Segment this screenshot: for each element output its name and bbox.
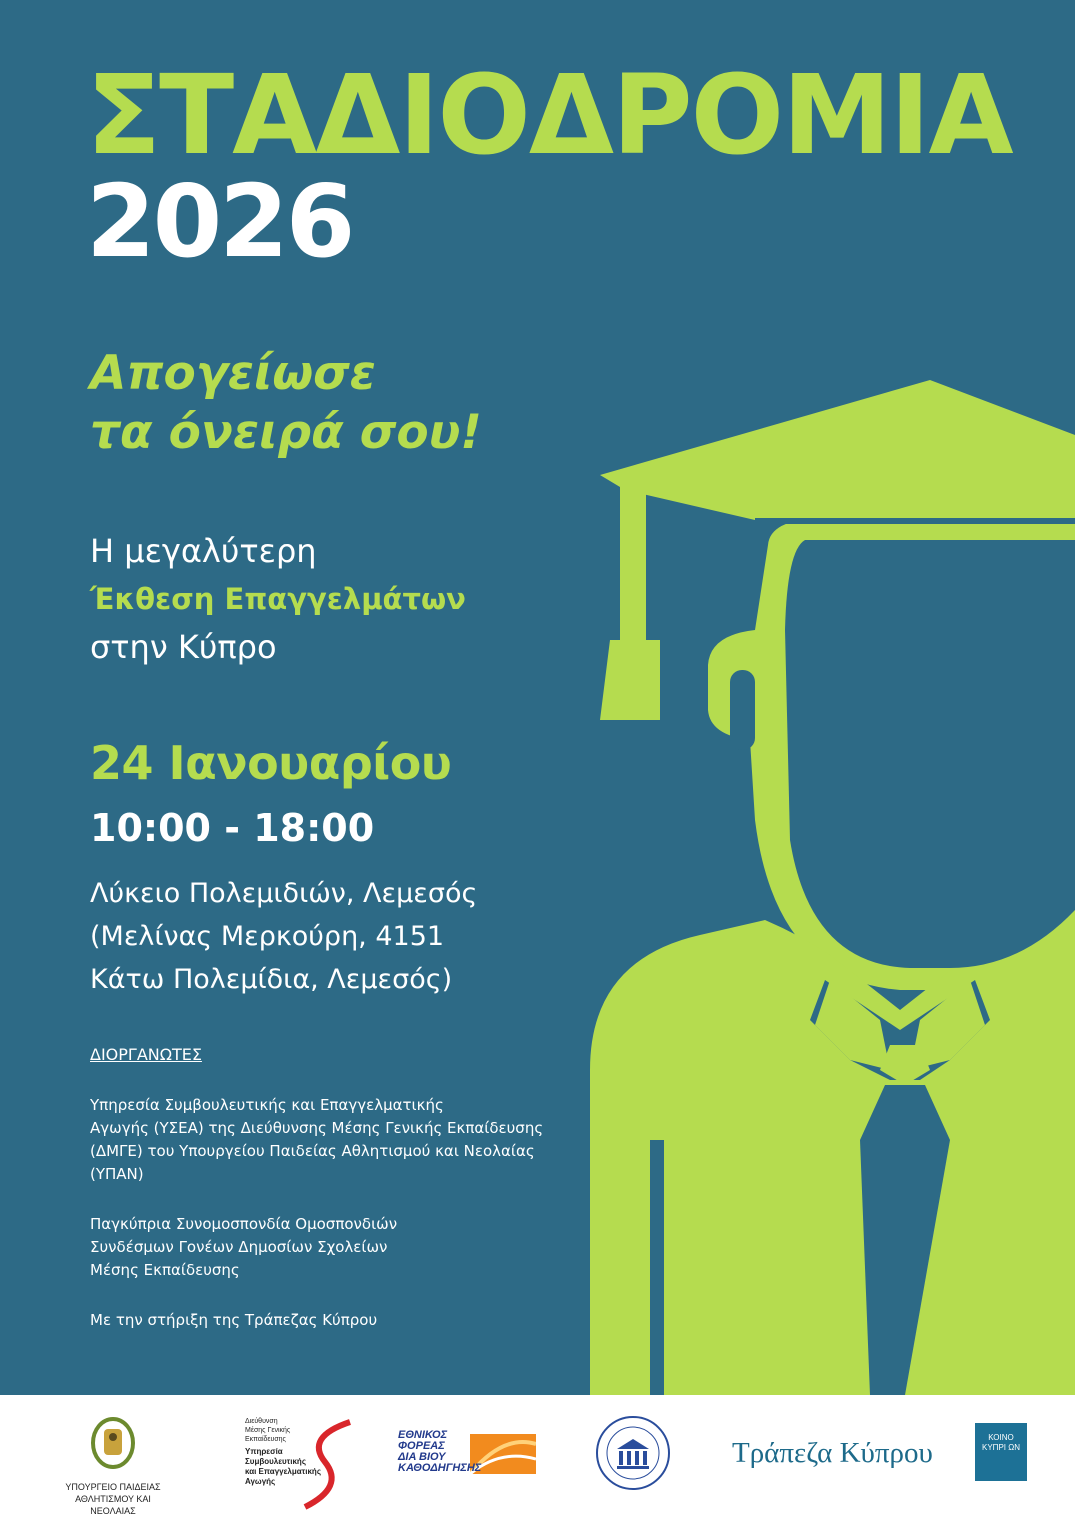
cyprus-emblem-icon	[52, 1415, 174, 1471]
efdvk-line-1: ΕΘΝΙΚΟΣ	[398, 1429, 448, 1441]
bank-of-cyprus-name: Τράπεζα Κύπρου	[732, 1437, 933, 1469]
event-time: 10:00 - 18:00	[90, 806, 375, 850]
org1-line-2: Αγωγής (ΥΣΕΑ) της Διεύθυνσης Μέσης Γενικής Εκπαίδευσης	[90, 1119, 544, 1137]
organizer-ysea	[90, 1094, 543, 1186]
organizers-heading: ΔΙΟΡΓΑΝΩΤΕΣ	[90, 1045, 202, 1064]
parents-federation-seal-icon	[593, 1413, 673, 1493]
ysea-big-1: Υπηρεσία	[245, 1447, 283, 1456]
org1-line-1: Υπηρεσία Συμβουλευτικής και Επαγγελματικής	[90, 1096, 444, 1114]
venue-line-1: Λύκειο Πολεμιδιών, Λεμεσός	[90, 878, 478, 909]
support-note: Με την στήριξη της Τράπεζας Κύπρου	[90, 1311, 378, 1329]
org2-line-1: Παγκύπρια Συνομοσπονδία Ομοσπονδιών	[90, 1215, 398, 1233]
ysea-logo	[245, 1417, 355, 1517]
description-highlight: Έκθεση Επαγγελμάτων	[90, 582, 466, 616]
organizer-parents-federation	[90, 1213, 397, 1282]
ysea-big-2: Συμβουλευτικής	[245, 1457, 306, 1466]
efdvk-line-2: ΦΟΡΕΑΣ	[398, 1440, 445, 1452]
org2-line-2: Συνδέσμων Γονέων Δημοσίων Σχολείων	[90, 1238, 388, 1256]
event-venue	[90, 872, 477, 1001]
graduate-figure-icon	[590, 380, 1075, 1395]
footer-logos	[0, 1395, 1075, 1521]
bank-of-cyprus-badge: ΚΟΙΝΟ ΚΥΠΡΙ ΩΝ	[975, 1423, 1027, 1481]
description-line-3: στην Κύπρο	[90, 628, 277, 666]
ysea-small-1: Διεύθυνση	[245, 1418, 278, 1425]
ministry-line-2: ΑΘΛΗΤΙΣΜΟΥ ΚΑΙ ΝΕΟΛΑΙΑΣ	[75, 1494, 151, 1516]
slogan-line-1: Απογείωσε	[90, 346, 376, 401]
description-line-1: Η μεγαλύτερη	[90, 532, 317, 570]
venue-line-2: (Μελίνας Μερκούρη, 4151	[90, 921, 445, 952]
org1-line-4: (ΥΠΑΝ)	[90, 1165, 144, 1183]
ysea-big-4: Αγωγής	[245, 1477, 276, 1486]
ysea-big-3: και Επαγγελματικής	[245, 1467, 321, 1476]
venue-line-3: Κάτω Πολεμίδια, Λεμεσός)	[90, 964, 453, 995]
poster-year: 2026	[86, 163, 353, 280]
ysea-swoosh-icon	[295, 1417, 355, 1512]
ysea-small-3: Εκπαίδευσης	[245, 1436, 286, 1443]
event-date: 24 Ιανουαρίου	[90, 736, 452, 790]
slogan-line-2: τα όνειρά σου!	[90, 404, 482, 460]
slogan	[90, 345, 482, 463]
ministry-logo	[52, 1415, 174, 1516]
org1-line-3: (ΔΜΓΕ) του Υπουργείου Παιδείας Αθλητισμού και Νεολαίας	[90, 1142, 535, 1160]
efdvk-logo	[398, 1430, 538, 1480]
poster-title: ΣΤΑΔΙΟΔΡΟΜΙΑ	[86, 51, 1012, 179]
efdvk-line-3: ΔΙΑ ΒΙΟΥ	[398, 1451, 446, 1463]
description	[90, 527, 466, 671]
efdvk-line-4: ΚΑΘΟΔΗΓΗΣΗΣ	[398, 1462, 482, 1474]
org2-line-3: Μέσης Εκπαίδευσης	[90, 1261, 240, 1279]
ysea-small-2: Μέσης Γενικής	[245, 1427, 291, 1434]
ministry-line-1: ΥΠΟΥΡΓΕΙΟ ΠΑΙΔΕΙΑΣ	[65, 1482, 161, 1492]
